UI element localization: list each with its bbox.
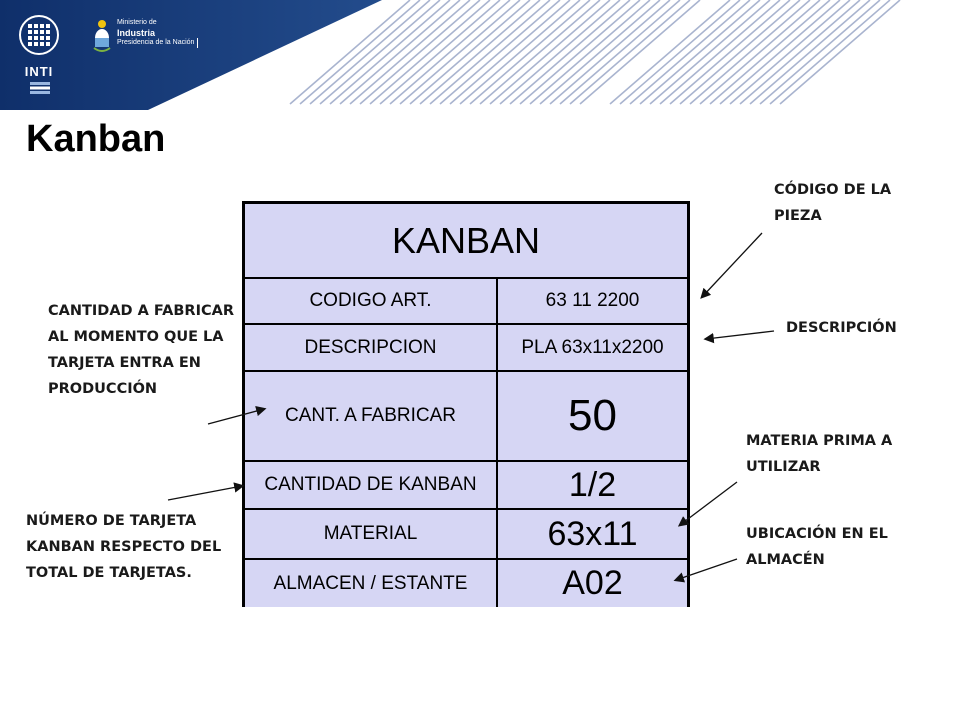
annotation-ubicacion: UBICACIÓN EN EL ALMACÉN <box>746 526 888 568</box>
card-title-row <box>245 204 687 279</box>
coat-of-arms-icon <box>93 18 111 54</box>
card-row-kanban-count <box>245 462 687 510</box>
page-title: Kanban <box>26 118 166 160</box>
header-banner <box>0 0 960 110</box>
card-row-material <box>245 510 687 560</box>
ministry-line-2: Industria <box>117 28 156 38</box>
arrow-codigo-pieza <box>702 233 762 297</box>
annotation-codigo-pieza: CÓDIGO DE LA PIEZA <box>774 182 892 224</box>
card-value-material: 63x11 <box>547 514 638 553</box>
card-value-kanban-count: 1/2 <box>568 465 617 504</box>
ministry-line-3: Presidencia de la Nación <box>117 38 198 48</box>
card-label-codigo: CODIGO ART. <box>245 279 498 323</box>
card-title: KANBAN <box>391 219 541 261</box>
card-value-descripcion: PLA 63x11x2200 <box>521 336 664 358</box>
card-value-almacen: A02 <box>562 564 623 602</box>
flag-stripes-icon <box>30 82 50 94</box>
annotation-cantidad-fabricar: CANTIDAD A FABRICAR AL MOMENTO QUE LA TARJETA ENTRA EN PRODUCCIÓN <box>48 303 235 397</box>
inti-grid-icon <box>18 14 60 62</box>
card-label-descripcion: DESCRIPCION <box>245 325 498 370</box>
inti-logo-text: INTI <box>24 64 54 79</box>
card-row-codigo <box>245 279 687 325</box>
card-row-descripcion <box>245 325 687 372</box>
card-label-cantidad: CANT. A FABRICAR <box>245 372 498 460</box>
diagonal-stripes <box>290 0 900 104</box>
card-value-codigo: 63 11 2200 <box>545 290 640 311</box>
card-value-cantidad: 50 <box>568 391 617 440</box>
card-label-almacen: ALMACEN / ESTANTE <box>245 560 498 607</box>
card-label-material: MATERIAL <box>245 510 498 558</box>
card-label-kanban-count: CANTIDAD DE KANBAN <box>245 462 498 508</box>
ministry-line-1: Ministerio de <box>117 19 157 26</box>
annotation-materia-prima: MATERIA PRIMA A UTILIZAR <box>746 433 893 475</box>
annotation-numero-tarjeta: NÚMERO DE TARJETA KANBAN RESPECTO DEL TOTAL DE TARJETAS. <box>26 513 222 581</box>
ministry-logo <box>93 18 198 58</box>
card-row-almacen <box>245 560 687 607</box>
arrow-numero-tarjeta <box>168 486 242 500</box>
arrow-descripcion <box>706 331 774 339</box>
annotation-descripcion: DESCRIPCIÓN <box>786 320 897 336</box>
card-row-cantidad <box>245 372 687 462</box>
kanban-card <box>242 201 690 607</box>
